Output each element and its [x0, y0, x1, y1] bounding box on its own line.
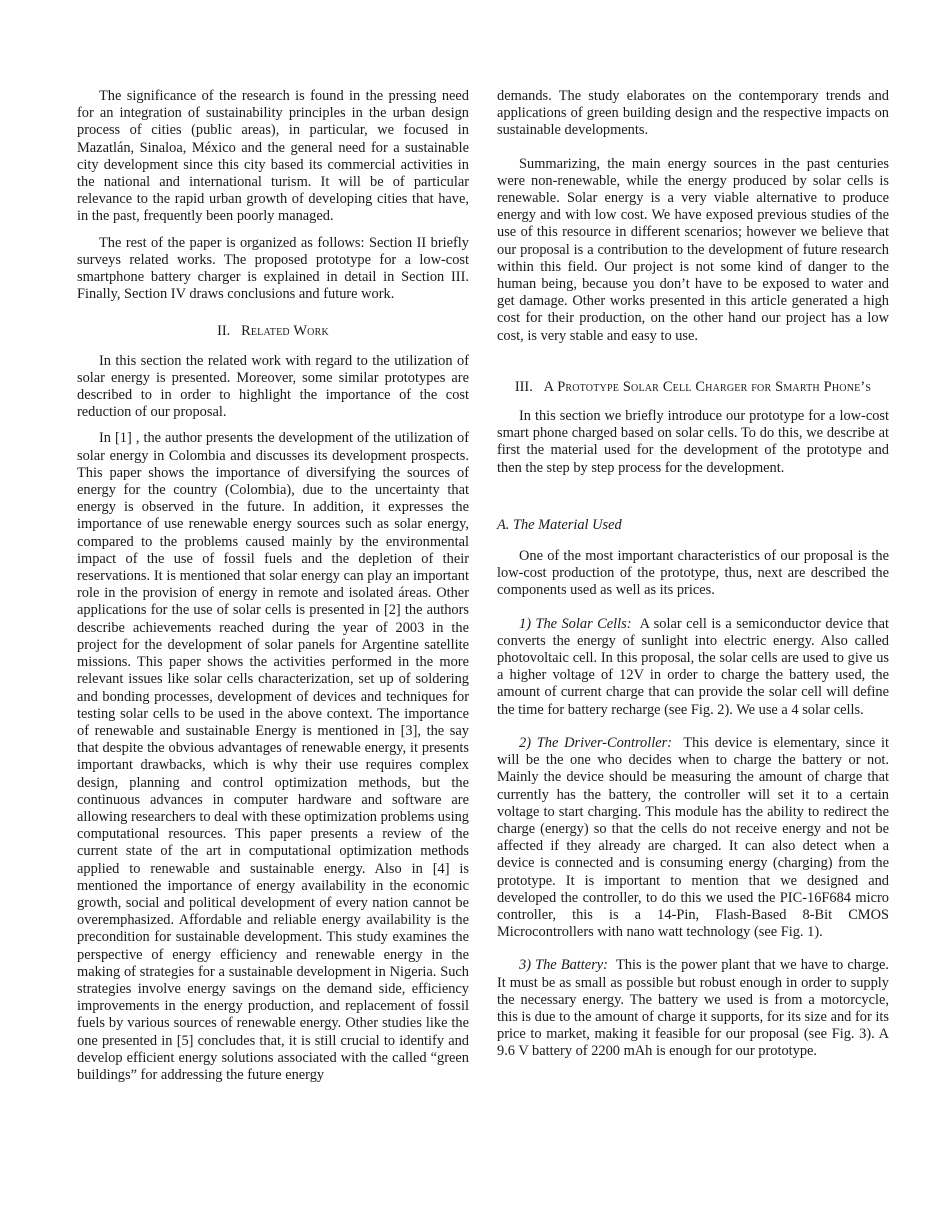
right-column — [497, 88, 889, 1061]
section-title: Related Work — [241, 323, 329, 340]
paper-organization-paragraph: The rest of the paper is organized as follows: Section II briefly surveys related works. The proposed prototype for a low-cost smartphone battery charger is explained in detail in Section III. Finally, Section IV draws conclusions and future work. — [77, 234, 469, 303]
section-heading-prototype — [497, 379, 889, 396]
section-number: III. — [514, 378, 533, 395]
material-intro-paragraph: One of the most important characteristics of our proposal is the low-cost production of the prototype, thus, next are described the components used as well as its prices. — [497, 548, 889, 599]
paragraph-text: A solar cell is a semiconductor device that converts the energy of sunlight into electric energy. Also called photovoltaic cell. In this proposal, the solar cells are used to give us a higher voltage of 12V in order to charge the battery used, the amount of current charge that can provide the solar cell will define the time for battery recharge (see Fig. 2). We use a 4 solar cells. — [497, 615, 889, 718]
intro-significance-paragraph: The significance of the research is found in the pressing need for an integration of sustainability principles in the urban design process of cities (public areas), in particular, we focused in Mazatlán, Sinaloa, México and the general need for a sustainable city development since this city based its commercial activities in the national and international turism. It will be of particular relevance to the rapid urban growth of developing cities that have, in the past, frequently been poorly managed. — [77, 88, 469, 225]
paragraph-text: This is the power plant that we have to charge. It must be as small as possible but robust enough in order to supply the necessary energy. The battery we used is from a motorcycle, this is due to the amount of charge it supports, for its size and for its price to market, making it feasible for our proposal (see Fig. 3). A 9.6 V battery of 2200 mAh is enough for our prototype. — [497, 957, 890, 1060]
paragraph-heading: 2) The Driver-Controller: — [519, 734, 672, 751]
paragraph-heading: 3) The Battery: — [519, 957, 608, 974]
prototype-intro-paragraph: In this section we briefly introduce our prototype for a low-cost smart phone charged based on solar cells. To do this, we describe at first the material used for the development of the prototype and then the step by step process for the development. — [497, 408, 889, 476]
battery-paragraph — [497, 957, 889, 1060]
section-heading-related-work — [77, 323, 469, 340]
related-work-review-paragraph: In [1] , the author presents the development of the utilization of solar energy in Colombia and discusses its development prospects. This paper shows the importance of diversifying the sources of energy for the country (Colombia), due to the uncertainty that energy is observed in the future. In addition, it expresses the importance of use renewable energy sources such as solar energy, compared to the problems caused mainly by the environmental impact of the use of fossil fuels and the depletion of their reservations. It is mentioned that solar energy can play an important role in the provision of energy in remote and isolated áreas. Other applications for the use of solar cells is presented in [2] the authors describe achievements reached during the year of 2003 in the project for the development of solar panels for Argentine satellite missions. This paper shows the activities performed in the more relevant issues like solar cells characterization, set up of soldering and bonding processes, development of devices and techniques for testing solar cells to be used in the above context. The importance of renewable and sustainable Energy is mentioned in [3], the say that despite the obvious advantages of renewable energy, it presents important drawbacks, which is why their use requires complex design, planning and control optimization methods, but the continuous advances in computer hardware and software are allowing researchers to deal with these optimization problems using computational resources. This paper presents a review of the current state of the art in computational optimization methods applied to renewable and sustainable energy. Also in [4] is mentioned the importance of energy availability in the economic growth, social and political development of every nation cannot be overemphasized. Affordable and reliable energy availability is the precondition for sustainable development. This study examines the perspective of energy efficiency and renewable energy in the making of strategies for a sustainable development in Nigeria. Such strategies involve energy savings on the demand side, efficiency improvements in the energy production, and replacement of fossil fuels by various sources of renewable energy. Other studies like the one presented in [5] concludes that, it is still crucial to identify and develop efficient energy solutions associated with the called “green buildings” for addressing the future energy — [77, 430, 469, 1083]
solar-cells-paragraph — [497, 616, 889, 719]
paragraph-heading: 1) The Solar Cells: — [519, 615, 632, 632]
paragraph-text: This device is elementary, since it will be the one who decides when to charge the battery or not. Mainly the device should be measuring the amount of charge that currently has the battery, the controller will set it to a certain voltage to start charging. This module has the ability to redirect the charge (energy) so that the cells do not receive energy and not be affected if they already are charged. It can also detect when a device is connected and is consuming energy (charging) from the prototype. It is important to mention that we designed and developed the controller, to do this we used the PIC-16F684 micro controller, this is a 14-Pin, Flash-Based 8-Bit CMOS Microcontrollers with nano watt technology (see Fig. 1). — [497, 734, 889, 941]
green-building-continuation-paragraph: demands. The study elaborates on the contemporary trends and applications of green building design and the respective impacts on sustainable developments. — [497, 88, 889, 139]
driver-controller-paragraph — [497, 735, 889, 941]
section-title: A Prototype Solar Cell Charger for Smarth Phone’s — [543, 378, 872, 395]
related-work-intro-paragraph: In this section the related work with regard to the utilization of solar energy is presented. Moreover, some similar prototypes are described to in order to highlight the importance of the cost reduction of our proposal. — [77, 352, 469, 421]
section-number: II. — [217, 323, 231, 340]
subsection-heading-material: A. The Material Used — [497, 516, 622, 533]
summary-paragraph: Summarizing, the main energy sources in the past centuries were non-renewable, while the energy produced by solar cells is renewable. Solar energy is a very viable alternative to produce energy and with low cost. We have exposed previous studies of the use of this resource in different scenarios; however we believe that our proposal is a contribution to the development of future research within this field. Our project is not some kind of danger to the human being, because you don’t have to be exposed to water and get damage. Other works presented in this article generated a high cost for their production, on the other hand our project has a low cost, is very stable and easy to use. — [497, 155, 889, 344]
left-column — [77, 88, 469, 1084]
